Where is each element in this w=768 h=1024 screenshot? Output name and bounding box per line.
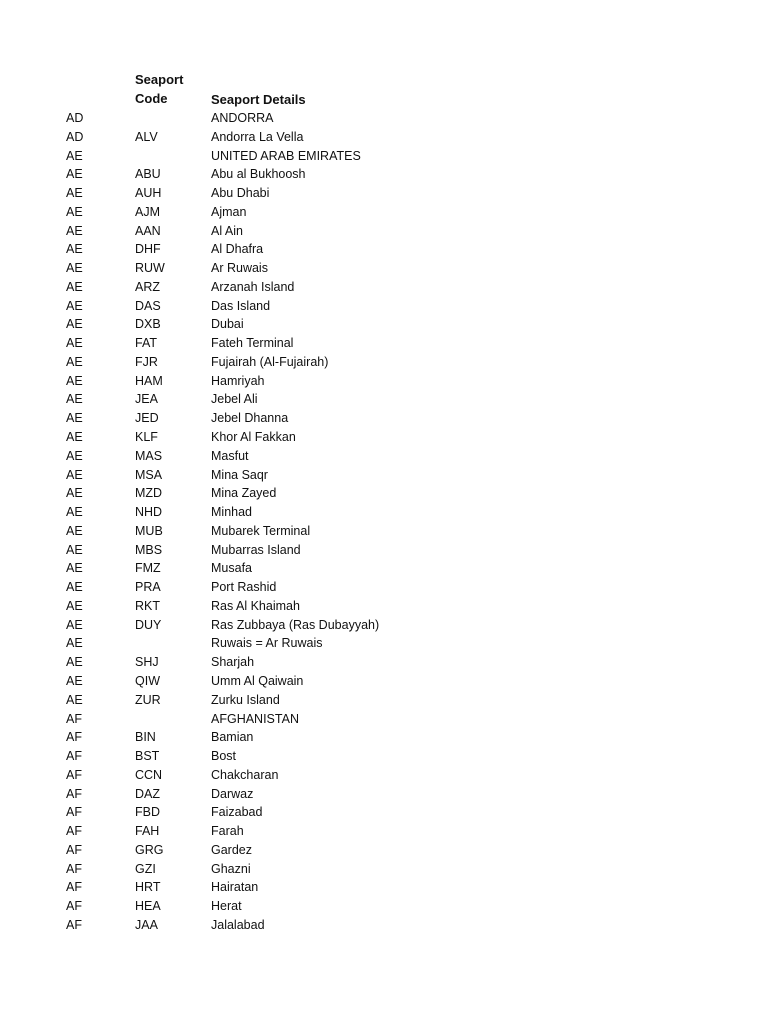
seaport-code-cell: MSA [135,467,163,482]
seaport-details-cell: Khor Al Fakkan [211,430,296,445]
seaport-details-cell: Ar Ruwais [211,261,268,276]
seaport-code-cell: BIN [135,730,156,745]
seaport-code-cell: JEA [135,392,158,407]
seaport-code-cell: HEA [135,899,161,914]
country-code-cell: AE [66,542,83,557]
seaport-table-body [0,109,768,935]
seaport-code-cell: MUB [135,523,163,538]
country-code-cell: AE [66,186,83,201]
table-row [0,634,768,653]
country-code-cell: AE [66,430,83,445]
seaport-details-cell: Bost [211,749,237,764]
seaport-code-cell: DUY [135,617,162,632]
table-row [0,428,768,447]
country-code-cell: AF [66,786,82,801]
table-row [0,710,768,729]
seaport-code-cell: AUH [135,186,162,201]
seaport-details-cell: Ras Al Khaimah [211,598,300,613]
seaport-details-cell: Hairatan [211,880,259,895]
seaport-details-cell: Al Dhafra [211,242,264,257]
table-row [0,841,768,860]
table-header [0,70,768,110]
table-row [0,916,768,935]
seaport-details-cell: Abu Dhabi [211,186,270,201]
seaport-details-cell: Jebel Ali [211,392,258,407]
country-code-cell: AE [66,223,83,238]
seaport-details-cell: Fateh Terminal [211,336,294,351]
seaport-details-cell: Minhad [211,505,252,520]
seaport-code-cell: AJM [135,204,160,219]
table-row [0,165,768,184]
table-row [0,559,768,578]
country-code-cell: AD [66,129,84,144]
seaport-code-cell: BST [135,749,160,764]
seaport-code-cell: RUW [135,261,165,276]
seaport-code-cell: ARZ [135,279,160,294]
seaport-details-cell: Chakcharan [211,767,279,782]
seaport-code-cell: CCN [135,767,163,782]
header-seaport-details: Seaport Details [211,92,306,107]
seaport-details-cell: Al Ain [211,223,243,238]
table-row [0,803,768,822]
seaport-details-cell: Port Rashid [211,580,277,595]
country-code-cell: AD [66,111,84,125]
country-code-cell: AE [66,279,83,294]
country-code-cell: AE [66,317,83,332]
table-row [0,372,768,391]
country-code-cell: AE [66,505,83,520]
table-row [0,728,768,747]
country-code-cell: AE [66,561,83,576]
seaport-code-cell: ZUR [135,692,161,707]
table-row [0,147,768,166]
seaport-details-cell: Hamriyah [211,373,265,388]
header-seaport-code-line1: Seaport [135,72,184,87]
table-row [0,297,768,316]
country-code-cell: AE [66,655,83,670]
seaport-code-cell: MAS [135,448,163,463]
table-row [0,184,768,203]
seaport-code-cell: DAS [135,298,161,313]
seaport-details-cell: Mubarek Terminal [211,523,311,538]
seaport-details-cell: Abu al Bukhoosh [211,167,306,182]
seaport-details-cell: Dubai [211,317,244,332]
country-code-cell: AE [66,354,83,369]
header-seaport-code-line2: Code [135,91,168,106]
country-code-cell: AF [66,917,82,932]
table-row [0,278,768,297]
header-seaport-code [135,70,183,108]
seaport-details-cell: Bamian [211,730,254,745]
country-code-cell: AE [66,636,83,651]
seaport-code-cell: DHF [135,242,161,257]
seaport-details-cell: Musafa [211,561,252,576]
table-row [0,259,768,278]
seaport-details-cell: Mina Zayed [211,486,277,501]
seaport-details-cell: Ajman [211,204,247,219]
country-code-cell: AE [66,261,83,276]
table-row [0,747,768,766]
table-row [0,466,768,485]
seaport-code-cell: ABU [135,167,161,182]
country-code-cell: AE [66,486,83,501]
seaport-details-cell: Herat [211,899,242,914]
seaport-code-cell: NHD [135,505,163,520]
country-code-cell: AF [66,711,82,726]
table-row [0,240,768,259]
country-code-cell: AE [66,523,83,538]
country-code-cell: AF [66,749,82,764]
table-row [0,578,768,597]
table-row [0,822,768,841]
seaport-details-cell: Ras Zubbaya (Ras Dubayyah) [211,617,380,632]
country-code-cell: AE [66,580,83,595]
table-row [0,222,768,241]
table-row [0,691,768,710]
seaport-details-cell: Faizabad [211,805,263,820]
seaport-details-cell: Ruwais = Ar Ruwais [211,636,323,651]
seaport-code-cell: FAT [135,336,157,351]
country-code-cell: AF [66,767,82,782]
country-code-cell: AF [66,730,82,745]
seaport-details-cell: Mina Saqr [211,467,268,482]
table-row [0,897,768,916]
seaport-code-cell: MBS [135,542,163,557]
table-row [0,597,768,616]
seaport-details-cell: Farah [211,824,244,839]
seaport-code-cell: JAA [135,917,158,932]
country-code-cell: AF [66,861,82,876]
seaport-code-cell: RKT [135,598,160,613]
table-row [0,860,768,879]
seaport-details-cell: Masfut [211,448,249,463]
country-code-cell: AE [66,467,83,482]
table-row [0,447,768,466]
seaport-code-cell: DXB [135,317,161,332]
seaport-details-cell: Jalalabad [211,917,265,932]
table-row [0,353,768,372]
seaport-code-cell: HRT [135,880,161,895]
country-code-cell: AE [66,392,83,407]
table-row [0,785,768,804]
seaport-details-cell: Arzanah Island [211,279,295,294]
seaport-details-cell: Andorra La Vella [211,129,304,144]
table-row [0,128,768,147]
seaport-details-cell: Mubarras Island [211,542,301,557]
country-code-cell: AE [66,598,83,613]
country-code-cell: AF [66,842,82,857]
seaport-code-cell: GZI [135,861,156,876]
seaport-details-cell: Zurku Island [211,692,280,707]
country-code-cell: AE [66,673,83,688]
country-code-cell: AE [66,298,83,313]
seaport-code-cell: FAH [135,824,160,839]
seaport-code-cell: AAN [135,223,161,238]
seaport-details-cell: Fujairah (Al-Fujairah) [211,354,329,369]
seaport-code-cell: FMZ [135,561,161,576]
seaport-code-cell: DAZ [135,786,160,801]
country-code-cell: AE [66,167,83,182]
table-row [0,878,768,897]
table-row [0,109,768,128]
table-row [0,541,768,560]
table-row [0,334,768,353]
seaport-details-cell: Das Island [211,298,271,313]
table-row [0,484,768,503]
seaport-code-cell: FBD [135,805,160,820]
seaport-details-cell: Jebel Dhanna [211,411,289,426]
seaport-code-cell: KLF [135,430,158,445]
seaport-code-cell: GRG [135,842,164,857]
country-code-cell: AE [66,242,83,257]
country-code-cell: AE [66,692,83,707]
seaport-code-cell: SHJ [135,655,159,670]
seaport-details-cell: Umm Al Qaiwain [211,673,304,688]
country-code-cell: AE [66,411,83,426]
seaport-details-cell: Ghazni [211,861,251,876]
seaport-code-cell: JED [135,411,159,426]
table-row [0,203,768,222]
table-row [0,390,768,409]
table-row [0,522,768,541]
table-row [0,503,768,522]
country-code-cell: AF [66,880,82,895]
seaport-code-cell: MZD [135,486,163,501]
table-row [0,766,768,785]
country-code-cell: AE [66,448,83,463]
seaport-code-cell: HAM [135,373,163,388]
country-code-cell: AF [66,805,82,820]
seaport-details-cell: AFGHANISTAN [211,711,299,726]
country-code-cell: AE [66,617,83,632]
seaport-code-cell: FJR [135,354,158,369]
table-row [0,653,768,672]
table-row [0,315,768,334]
seaport-details-cell: ANDORRA [211,111,274,125]
seaport-details-cell: UNITED ARAB EMIRATES [211,148,361,163]
table-row [0,616,768,635]
country-code-cell: AF [66,824,82,839]
table-row [0,409,768,428]
seaport-code-cell: ALV [135,129,158,144]
country-code-cell: AF [66,899,82,914]
table-row [0,672,768,691]
seaport-details-cell: Sharjah [211,655,255,670]
country-code-cell: AE [66,204,83,219]
seaport-details-cell: Gardez [211,842,252,857]
seaport-code-cell: QIW [135,673,160,688]
seaport-code-cell: PRA [135,580,161,595]
seaport-details-cell: Darwaz [211,786,254,801]
country-code-cell: AE [66,148,83,163]
country-code-cell: AE [66,373,83,388]
country-code-cell: AE [66,336,83,351]
